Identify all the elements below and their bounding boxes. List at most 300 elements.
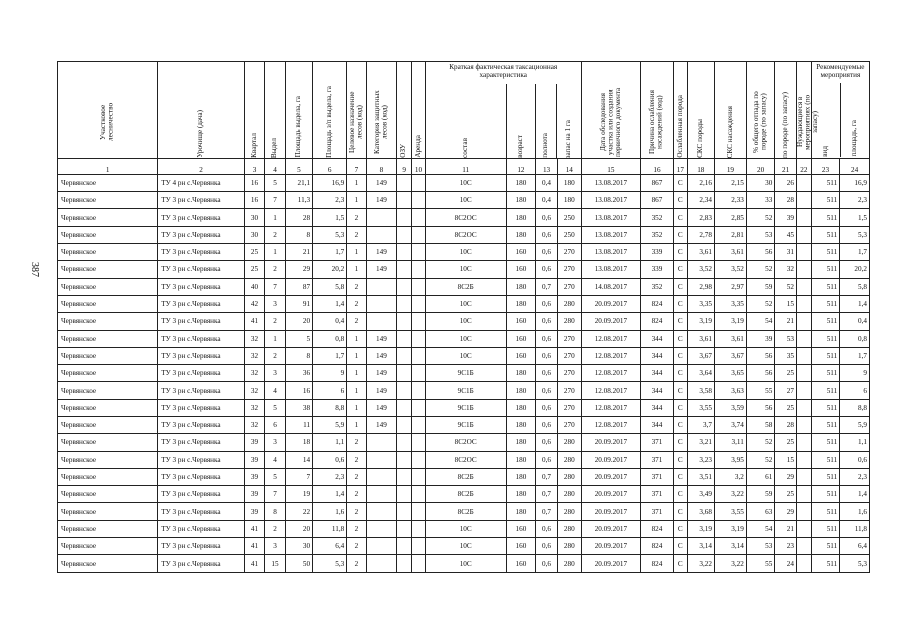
table-cell: 3,22 [714,486,746,503]
table-cell: С [673,451,687,468]
table-cell [796,503,811,520]
table-cell: Червянское [58,174,158,191]
table-cell: 270 [557,399,581,416]
table-cell: ТУ 3 рн с.Червянка [158,209,245,226]
table-cell: 11,8 [840,520,870,537]
table-cell: 0,6 [536,520,558,537]
table-cell: 280 [557,451,581,468]
table-cell: 53 [746,538,774,555]
table-cell: 2 [347,209,366,226]
table-cell: 511 [811,261,839,278]
table-cell: С [673,261,687,278]
table-cell: 36 [285,365,312,382]
table-cell: 824 [640,538,673,555]
table-cell [412,503,426,520]
table-cell: 0,6 [536,538,558,555]
table-cell: 0,6 [536,244,558,261]
table-cell: 87 [285,278,312,295]
table-cell [796,278,811,295]
table-cell: 3,7 [687,417,714,434]
table-cell: 40 [244,278,264,295]
table-cell: 39 [775,209,797,226]
table-cell: 52 [746,261,774,278]
table-cell: 50 [285,555,312,572]
table-cell: 8С2ОС [425,209,506,226]
table-cell [366,434,397,451]
header-cell: Площадь з/п выдела, га [313,62,347,159]
table-cell: 2 [347,451,366,468]
table-cell [366,313,397,330]
table-cell: ТУ 3 рн с.Червянка [158,226,245,243]
table-cell: 180 [506,278,536,295]
table-cell: 32 [244,382,264,399]
table-cell: 0,4 [536,192,558,209]
table-cell: 1 [265,330,285,347]
header-cell: площадь, га [850,120,859,157]
table-cell [796,226,811,243]
table-cell: 3,59 [714,399,746,416]
table-cell: 339 [640,261,673,278]
table-cell: 28 [775,417,797,434]
header-cell: Квартал [244,62,264,159]
table-cell: 14 [285,451,312,468]
header-cell: Урочище (дача) [158,62,245,159]
table-cell: 15 [775,295,797,312]
table-cell [412,192,426,209]
table-cell: 7 [285,468,312,485]
table-cell: С [673,174,687,191]
table-cell: 2 [347,278,366,295]
table-cell [796,244,811,261]
table-cell: 0,6 [536,226,558,243]
table-cell [796,520,811,537]
table-cell: 20.09.2017 [581,503,640,520]
table-cell: 11,8 [313,520,347,537]
table-cell: 160 [506,330,536,347]
table-cell: 270 [557,417,581,434]
column-number: 14 [557,158,581,174]
table-cell: 2 [347,434,366,451]
header-cell: СКС породы [687,62,714,159]
table-row [58,295,870,312]
table-cell: 3,55 [687,399,714,416]
table-cell: 149 [366,417,397,434]
table-cell: 39 [244,451,264,468]
table-cell: 2 [347,555,366,572]
table-cell: 10С [425,538,506,555]
table-cell: 371 [640,434,673,451]
table-cell: Червянское [58,347,158,364]
table-cell: 39 [244,468,264,485]
table-cell: 0,6 [536,399,558,416]
table-cell: 9С1Б [425,365,506,382]
table-cell: 3,19 [687,313,714,330]
table-cell: 56 [746,244,774,261]
header-cell: возраст [516,134,524,158]
table-cell [412,399,426,416]
table-cell: С [673,209,687,226]
table-cell: 32 [244,417,264,434]
table-cell: 3,64 [687,365,714,382]
table-cell: 0,6 [536,365,558,382]
table-cell: 25 [775,365,797,382]
table-cell: 280 [557,520,581,537]
table-cell [366,555,397,572]
table-cell: Червянское [58,209,158,226]
table-cell: 1,6 [840,503,870,520]
table-cell: 511 [811,434,839,451]
table-cell [796,365,811,382]
table-cell: 5,8 [313,278,347,295]
table-cell: 3,61 [714,330,746,347]
table-cell: 20 [285,313,312,330]
table-cell [397,417,412,434]
table-cell: 8 [285,347,312,364]
measures-group-header: Рекомендуемые мероприятия вид площадь, га [811,62,869,159]
table-cell [412,365,426,382]
table-cell: 39 [746,330,774,347]
table-row [58,226,870,243]
table-cell: ТУ 3 рн с.Червянка [158,295,245,312]
table-cell: Червянское [58,278,158,295]
table-cell: 20.09.2017 [581,468,640,485]
table-cell [366,503,397,520]
table-row [58,365,870,382]
table-cell: 2 [347,468,366,485]
table-cell: 160 [506,313,536,330]
table-cell: 5,8 [840,278,870,295]
table-cell: 30 [746,174,774,191]
table-cell: 10С [425,261,506,278]
table-cell: 20.09.2017 [581,520,640,537]
table-cell: ТУ 3 рн с.Червянка [158,244,245,261]
table-cell: 270 [557,365,581,382]
table-cell: 1,1 [313,434,347,451]
table-cell: 511 [811,520,839,537]
table-cell: 160 [506,555,536,572]
table-cell [796,174,811,191]
table-cell: С [673,382,687,399]
table-cell: С [673,330,687,347]
table-cell: 12.08.2017 [581,347,640,364]
table-cell: 8С2Б [425,486,506,503]
header-cell: по породе (по запасу) [775,62,797,159]
table-cell: 180 [506,192,536,209]
table-cell: 2 [347,503,366,520]
table-cell: ТУ 3 рн с.Червянка [158,278,245,295]
table-cell: 867 [640,174,673,191]
table-cell: 2 [347,520,366,537]
table-cell: 2,97 [714,278,746,295]
column-number: 10 [412,158,426,174]
table-cell: 11 [285,417,312,434]
table-cell: 3,61 [687,330,714,347]
table-cell [397,555,412,572]
table-cell: 8 [285,226,312,243]
table-cell: 180 [506,434,536,451]
table-cell: 8С2Б [425,278,506,295]
table-cell: Червянское [58,520,158,537]
table-cell: Червянское [58,382,158,399]
table-cell: 3,19 [714,313,746,330]
table-cell: 3,95 [714,451,746,468]
table-cell: 3,22 [714,555,746,572]
table-cell: 8С2ОС [425,451,506,468]
table-cell: 20.09.2017 [581,486,640,503]
table-cell: 20,2 [840,261,870,278]
table-row [58,451,870,468]
table-cell: 28 [775,192,797,209]
column-number: 4 [265,158,285,174]
column-number: 1 [58,158,158,174]
table-cell: 20,2 [313,261,347,278]
table-cell: 2 [265,520,285,537]
table-row [58,555,870,572]
table-cell: 3,55 [714,503,746,520]
table-cell: 511 [811,451,839,468]
table-cell: 824 [640,313,673,330]
table-cell: 1,4 [313,486,347,503]
table-cell: 20.09.2017 [581,538,640,555]
table-cell: 352 [640,209,673,226]
table-cell: 149 [366,399,397,416]
table-cell: 1 [347,192,366,209]
table-cell: 160 [506,261,536,278]
table-cell: 3,35 [687,295,714,312]
table-cell: 25 [244,244,264,261]
table-cell [412,330,426,347]
table-cell: 8С2ОС [425,226,506,243]
table-cell: 3,52 [714,261,746,278]
table-cell: 20.09.2017 [581,313,640,330]
table-cell: С [673,226,687,243]
table-cell: 0,6 [536,330,558,347]
header-cell: Дата обследования участка или создания первичного документа [581,62,640,159]
table-cell: ТУ 3 рн с.Червянка [158,347,245,364]
column-number: 16 [640,158,673,174]
table-cell: 10С [425,192,506,209]
table-cell: Червянское [58,244,158,261]
table-cell: 3,11 [714,434,746,451]
table-cell: 1 [347,347,366,364]
table-cell: 511 [811,174,839,191]
table-cell: 280 [557,486,581,503]
table-cell: 511 [811,365,839,382]
table-cell [796,538,811,555]
table-cell: 4 [265,382,285,399]
table-cell: 280 [557,434,581,451]
table-cell: 2,3 [313,468,347,485]
table-row [58,244,870,261]
table-cell: 20 [285,520,312,537]
table-cell: Червянское [58,468,158,485]
table-row [58,382,870,399]
table-cell: 5 [265,399,285,416]
table-cell: 371 [640,486,673,503]
header-cell: Площадь выдела, га [285,62,312,159]
table-cell [397,434,412,451]
table-cell: Червянское [58,434,158,451]
table-cell: 10С [425,520,506,537]
table-cell [412,538,426,555]
table-cell: 52 [746,295,774,312]
table-cell: 149 [366,382,397,399]
table-cell: 867 [640,192,673,209]
table-cell [796,555,811,572]
table-cell: 250 [557,209,581,226]
table-cell: 511 [811,538,839,555]
table-cell [412,468,426,485]
table-cell [412,520,426,537]
table-cell: С [673,417,687,434]
column-number: 5 [285,158,312,174]
table-cell: 1,4 [840,486,870,503]
table-cell [397,192,412,209]
table-cell [397,486,412,503]
table-cell: 32 [244,347,264,364]
table-cell: 180 [506,486,536,503]
header-cell: Участковое лесничество [58,62,158,159]
table-cell: 1,7 [840,347,870,364]
table-cell: 0,6 [536,382,558,399]
table-cell: 2 [265,313,285,330]
table-cell: ТУ 3 рн с.Червянка [158,468,245,485]
table-cell: 2,98 [687,278,714,295]
table-cell [412,347,426,364]
table-cell: 160 [506,347,536,364]
table-cell [366,209,397,226]
table-cell: 13.08.2017 [581,244,640,261]
table-cell: Червянское [58,365,158,382]
table-cell: 3 [265,434,285,451]
table-cell: 824 [640,555,673,572]
table-cell: 35 [775,347,797,364]
table-cell: 52 [775,278,797,295]
table-cell: 21,1 [285,174,312,191]
table-cell: 0,6 [536,555,558,572]
header-cell: Целевое назначение лесов (код) [347,62,366,159]
table-cell: С [673,244,687,261]
table-cell: 2 [347,538,366,555]
table-cell: 511 [811,486,839,503]
table-cell: 3,21 [687,434,714,451]
table-cell: 13.08.2017 [581,226,640,243]
header-cell: Выдел [265,62,285,159]
table-cell: 5,3 [313,226,347,243]
table-cell: 4 [265,451,285,468]
column-number-row [58,158,870,174]
table-cell: 25 [775,399,797,416]
table-cell: 28 [285,209,312,226]
table-cell [366,226,397,243]
table-cell: 511 [811,226,839,243]
table-cell: 16,9 [840,174,870,191]
table-cell [412,244,426,261]
table-cell: 1,5 [840,209,870,226]
table-cell: 0,6 [536,209,558,226]
table-cell: 7 [265,192,285,209]
table-cell: 32 [244,330,264,347]
table-cell: 7 [265,278,285,295]
table-cell: 280 [557,313,581,330]
table-cell: 3,61 [687,244,714,261]
table-cell: С [673,520,687,537]
column-number: 17 [673,158,687,174]
table-row [58,503,870,520]
table-cell: 29 [285,261,312,278]
table-cell [366,451,397,468]
table-cell [397,503,412,520]
table-cell: С [673,555,687,572]
table-cell: 180 [506,417,536,434]
table-cell [397,365,412,382]
table-cell: С [673,347,687,364]
table-cell: 1 [347,261,366,278]
table-cell: ТУ 3 рн с.Червянка [158,486,245,503]
header-cell: Аренда [412,62,426,159]
table-cell: 13.08.2017 [581,192,640,209]
table-cell: 13.08.2017 [581,174,640,191]
header-cell: Нуждающиеся в мероприятиях (по запасу) [796,62,811,159]
table-cell: 2,3 [840,192,870,209]
table-cell: 1,4 [313,295,347,312]
table-cell: ТУ 3 рн с.Червянка [158,365,245,382]
table-cell: 3,51 [687,468,714,485]
table-cell: 11,3 [285,192,312,209]
table-cell: 20.09.2017 [581,295,640,312]
table-cell: 180 [506,209,536,226]
table-cell: С [673,538,687,555]
table-cell: 53 [775,330,797,347]
column-number: 6 [313,158,347,174]
table-cell: 19 [285,486,312,503]
table-cell [796,468,811,485]
table-cell: 511 [811,399,839,416]
table-cell: 180 [557,174,581,191]
table-cell [796,382,811,399]
table-cell: 59 [746,278,774,295]
table-cell: С [673,399,687,416]
table-cell: 21 [775,313,797,330]
table-cell: С [673,192,687,209]
table-cell: 0,6 [840,451,870,468]
table-cell: 26 [775,174,797,191]
table-cell: 3,23 [687,451,714,468]
table-row [58,330,870,347]
table-cell: 41 [244,313,264,330]
table-cell: 3,22 [687,555,714,572]
table-cell: 352 [640,226,673,243]
table-cell [412,382,426,399]
table-cell: ТУ 3 рн с.Червянка [158,434,245,451]
table-cell: 824 [640,520,673,537]
column-number: 19 [714,158,746,174]
table-cell: 10С [425,555,506,572]
table-cell [397,313,412,330]
table-cell: ТУ 3 рн с.Червянка [158,417,245,434]
table-cell: 511 [811,468,839,485]
table-cell: Червянское [58,261,158,278]
table-cell: 8 [265,503,285,520]
table-cell [796,486,811,503]
table-cell: 38 [285,399,312,416]
table-cell: 3,67 [687,347,714,364]
table-cell [397,330,412,347]
table-cell: 3 [265,295,285,312]
table-cell: 511 [811,209,839,226]
table-cell: 12.08.2017 [581,399,640,416]
table-cell: 1 [347,417,366,434]
